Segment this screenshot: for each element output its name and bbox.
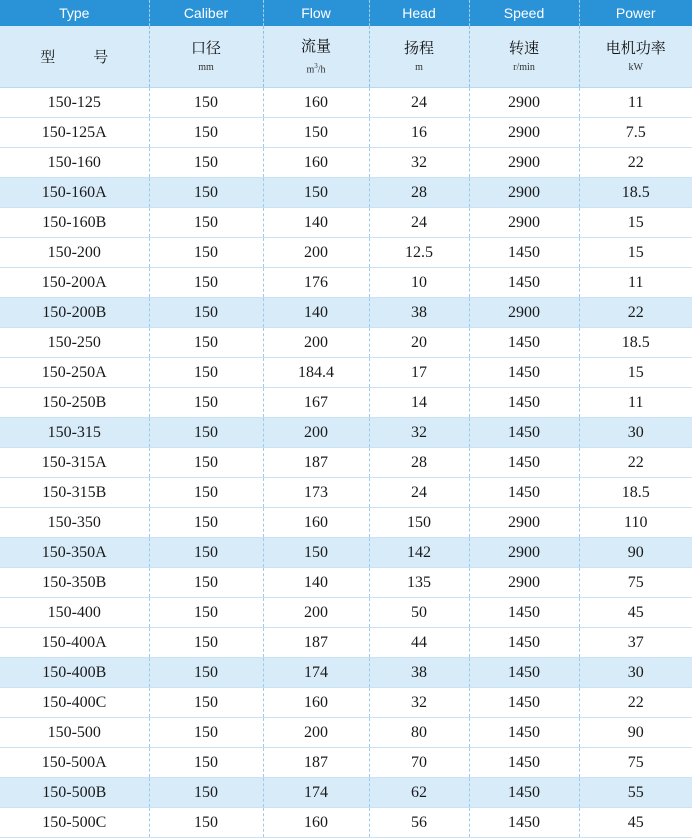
power-unit: kW xyxy=(580,61,692,75)
cell-type: 150-125 xyxy=(0,88,149,118)
cell-head: 10 xyxy=(369,268,469,298)
cell-head: 44 xyxy=(369,628,469,658)
cell-head: 50 xyxy=(369,598,469,628)
table-row xyxy=(0,238,692,268)
cell-caliber: 150 xyxy=(149,748,263,778)
cell-head: 24 xyxy=(369,478,469,508)
cell-speed: 2900 xyxy=(469,508,579,538)
cn-header-caliber xyxy=(149,26,263,88)
cell-speed: 1450 xyxy=(469,268,579,298)
cell-power: 18.5 xyxy=(579,478,692,508)
chinese-header-row xyxy=(0,26,692,88)
cell-power: 45 xyxy=(579,598,692,628)
cell-type: 150-200 xyxy=(0,238,149,268)
cell-caliber: 150 xyxy=(149,688,263,718)
cell-head: 32 xyxy=(369,418,469,448)
cell-speed: 1450 xyxy=(469,418,579,448)
speed-unit: r/min xyxy=(470,61,579,75)
cell-power: 22 xyxy=(579,688,692,718)
cell-caliber: 150 xyxy=(149,238,263,268)
cn-power-label: 电机功率 xyxy=(580,38,692,58)
cell-type: 150-400C xyxy=(0,688,149,718)
cell-caliber: 150 xyxy=(149,568,263,598)
cell-type: 150-315 xyxy=(0,418,149,448)
cell-head: 24 xyxy=(369,88,469,118)
cell-type: 150-160 xyxy=(0,148,149,178)
cell-flow: 150 xyxy=(263,178,369,208)
cell-head: 56 xyxy=(369,808,469,838)
cell-head: 38 xyxy=(369,658,469,688)
cell-power: 55 xyxy=(579,778,692,808)
cell-head: 24 xyxy=(369,208,469,238)
table-row xyxy=(0,508,692,538)
cell-power: 90 xyxy=(579,718,692,748)
cell-flow: 200 xyxy=(263,418,369,448)
cell-flow: 187 xyxy=(263,448,369,478)
cell-power: 75 xyxy=(579,748,692,778)
cell-caliber: 150 xyxy=(149,448,263,478)
cell-power: 11 xyxy=(579,88,692,118)
cell-type: 150-400 xyxy=(0,598,149,628)
cell-speed: 1450 xyxy=(469,688,579,718)
cell-power: 30 xyxy=(579,658,692,688)
cell-speed: 1450 xyxy=(469,808,579,838)
header-caliber: Caliber xyxy=(149,0,263,26)
table-row xyxy=(0,538,692,568)
cell-type: 150-500 xyxy=(0,718,149,748)
table-row xyxy=(0,778,692,808)
cell-flow: 160 xyxy=(263,808,369,838)
cell-type: 150-160B xyxy=(0,208,149,238)
cell-speed: 2900 xyxy=(469,148,579,178)
table-row xyxy=(0,298,692,328)
cell-head: 16 xyxy=(369,118,469,148)
cell-speed: 2900 xyxy=(469,208,579,238)
cell-flow: 150 xyxy=(263,118,369,148)
cn-header-speed xyxy=(469,26,579,88)
table-row xyxy=(0,118,692,148)
cell-power: 15 xyxy=(579,358,692,388)
cell-caliber: 150 xyxy=(149,808,263,838)
head-unit: m xyxy=(370,61,469,75)
cell-caliber: 150 xyxy=(149,208,263,238)
cell-power: 22 xyxy=(579,448,692,478)
cell-power: 15 xyxy=(579,238,692,268)
cn-header-flow xyxy=(263,26,369,88)
cell-flow: 200 xyxy=(263,598,369,628)
table-row xyxy=(0,268,692,298)
cell-head: 32 xyxy=(369,148,469,178)
cell-flow: 160 xyxy=(263,88,369,118)
table-row xyxy=(0,748,692,778)
header-type: Type xyxy=(0,0,149,26)
cn-flow-label: 流量 xyxy=(264,36,369,56)
cell-power: 45 xyxy=(579,808,692,838)
cell-power: 15 xyxy=(579,208,692,238)
cell-type: 150-315A xyxy=(0,448,149,478)
cell-flow: 167 xyxy=(263,388,369,418)
cell-type: 150-250 xyxy=(0,328,149,358)
cell-speed: 1450 xyxy=(469,628,579,658)
caliber-unit: mm xyxy=(150,61,263,75)
cell-speed: 1450 xyxy=(469,598,579,628)
table-row xyxy=(0,328,692,358)
cell-caliber: 150 xyxy=(149,298,263,328)
cell-power: 90 xyxy=(579,538,692,568)
cell-flow: 200 xyxy=(263,238,369,268)
cell-flow: 160 xyxy=(263,148,369,178)
cell-speed: 1450 xyxy=(469,238,579,268)
cell-speed: 1450 xyxy=(469,778,579,808)
table-row xyxy=(0,418,692,448)
cell-head: 70 xyxy=(369,748,469,778)
cell-power: 7.5 xyxy=(579,118,692,148)
cell-flow: 200 xyxy=(263,718,369,748)
cell-caliber: 150 xyxy=(149,148,263,178)
cn-caliber-label: 口径 xyxy=(150,38,263,58)
cell-type: 150-350 xyxy=(0,508,149,538)
cell-caliber: 150 xyxy=(149,628,263,658)
cell-flow: 140 xyxy=(263,298,369,328)
english-header-row xyxy=(0,0,692,26)
cell-caliber: 150 xyxy=(149,598,263,628)
cell-head: 12.5 xyxy=(369,238,469,268)
table-row xyxy=(0,658,692,688)
cell-caliber: 150 xyxy=(149,388,263,418)
cell-speed: 1450 xyxy=(469,658,579,688)
cell-flow: 187 xyxy=(263,748,369,778)
cell-speed: 2900 xyxy=(469,568,579,598)
cell-caliber: 150 xyxy=(149,508,263,538)
cell-caliber: 150 xyxy=(149,268,263,298)
cell-power: 30 xyxy=(579,418,692,448)
cell-head: 80 xyxy=(369,718,469,748)
header-head: Head xyxy=(369,0,469,26)
cell-flow: 173 xyxy=(263,478,369,508)
spec-table-body xyxy=(0,88,692,838)
cell-head: 17 xyxy=(369,358,469,388)
cell-power: 11 xyxy=(579,388,692,418)
cell-speed: 1450 xyxy=(469,328,579,358)
table-row xyxy=(0,718,692,748)
cn-header-power xyxy=(579,26,692,88)
table-row xyxy=(0,568,692,598)
cell-power: 22 xyxy=(579,298,692,328)
cn-type-char1: 型 xyxy=(40,48,55,66)
table-row xyxy=(0,598,692,628)
cn-type-char2: 号 xyxy=(93,48,108,66)
table-row xyxy=(0,478,692,508)
cn-speed-label: 转速 xyxy=(470,38,579,58)
cell-flow: 184.4 xyxy=(263,358,369,388)
cell-head: 14 xyxy=(369,388,469,418)
header-power: Power xyxy=(579,0,692,26)
flow-unit: $m^3/h$ xyxy=(264,59,369,77)
cell-caliber: 150 xyxy=(149,658,263,688)
cn-header-head xyxy=(369,26,469,88)
cell-speed: 1450 xyxy=(469,358,579,388)
cell-power: 110 xyxy=(579,508,692,538)
cell-head: 28 xyxy=(369,448,469,478)
cell-speed: 1450 xyxy=(469,478,579,508)
cell-caliber: 150 xyxy=(149,328,263,358)
header-speed: Speed xyxy=(469,0,579,26)
table-row xyxy=(0,208,692,238)
cn-header-type xyxy=(0,26,149,88)
table-row xyxy=(0,148,692,178)
cell-speed: 2900 xyxy=(469,298,579,328)
cell-power: 18.5 xyxy=(579,328,692,358)
cell-caliber: 150 xyxy=(149,778,263,808)
cell-type: 150-200A xyxy=(0,268,149,298)
cell-caliber: 150 xyxy=(149,418,263,448)
cell-speed: 1450 xyxy=(469,718,579,748)
cell-speed: 2900 xyxy=(469,118,579,148)
table-row xyxy=(0,178,692,208)
cell-power: 75 xyxy=(579,568,692,598)
cell-type: 150-250B xyxy=(0,388,149,418)
table-row xyxy=(0,448,692,478)
cell-head: 32 xyxy=(369,688,469,718)
table-row xyxy=(0,628,692,658)
cell-type: 150-500A xyxy=(0,748,149,778)
cell-head: 62 xyxy=(369,778,469,808)
cell-type: 150-350A xyxy=(0,538,149,568)
cell-flow: 187 xyxy=(263,628,369,658)
table-row xyxy=(0,688,692,718)
cell-power: 22 xyxy=(579,148,692,178)
cell-type: 150-160A xyxy=(0,178,149,208)
cell-type: 150-125A xyxy=(0,118,149,148)
cell-type: 150-350B xyxy=(0,568,149,598)
table-row xyxy=(0,808,692,838)
table-row xyxy=(0,88,692,118)
cell-speed: 2900 xyxy=(469,88,579,118)
cell-head: 135 xyxy=(369,568,469,598)
cell-flow: 140 xyxy=(263,208,369,238)
cell-flow: 150 xyxy=(263,538,369,568)
header-flow: Flow xyxy=(263,0,369,26)
cell-flow: 174 xyxy=(263,778,369,808)
cell-head: 38 xyxy=(369,298,469,328)
table-row xyxy=(0,358,692,388)
cell-flow: 140 xyxy=(263,568,369,598)
cell-speed: 1450 xyxy=(469,448,579,478)
cell-speed: 1450 xyxy=(469,748,579,778)
cell-type: 150-400A xyxy=(0,628,149,658)
cell-caliber: 150 xyxy=(149,358,263,388)
cell-type: 150-500B xyxy=(0,778,149,808)
cell-flow: 160 xyxy=(263,688,369,718)
cell-caliber: 150 xyxy=(149,178,263,208)
cell-type: 150-315B xyxy=(0,478,149,508)
cell-flow: 160 xyxy=(263,508,369,538)
cell-speed: 1450 xyxy=(469,388,579,418)
cell-head: 20 xyxy=(369,328,469,358)
cell-speed: 2900 xyxy=(469,178,579,208)
cell-caliber: 150 xyxy=(149,538,263,568)
cell-power: 37 xyxy=(579,628,692,658)
cell-head: 28 xyxy=(369,178,469,208)
cn-head-label: 扬程 xyxy=(370,38,469,58)
cell-caliber: 150 xyxy=(149,118,263,148)
cell-power: 18.5 xyxy=(579,178,692,208)
cell-head: 150 xyxy=(369,508,469,538)
cell-type: 150-500C xyxy=(0,808,149,838)
cell-power: 11 xyxy=(579,268,692,298)
table-row xyxy=(0,388,692,418)
cell-caliber: 150 xyxy=(149,478,263,508)
cell-flow: 200 xyxy=(263,328,369,358)
cell-speed: 2900 xyxy=(469,538,579,568)
cell-type: 150-250A xyxy=(0,358,149,388)
cell-head: 142 xyxy=(369,538,469,568)
cell-type: 150-200B xyxy=(0,298,149,328)
cell-caliber: 150 xyxy=(149,88,263,118)
cell-type: 150-400B xyxy=(0,658,149,688)
cell-caliber: 150 xyxy=(149,718,263,748)
cell-flow: 174 xyxy=(263,658,369,688)
cell-flow: 176 xyxy=(263,268,369,298)
